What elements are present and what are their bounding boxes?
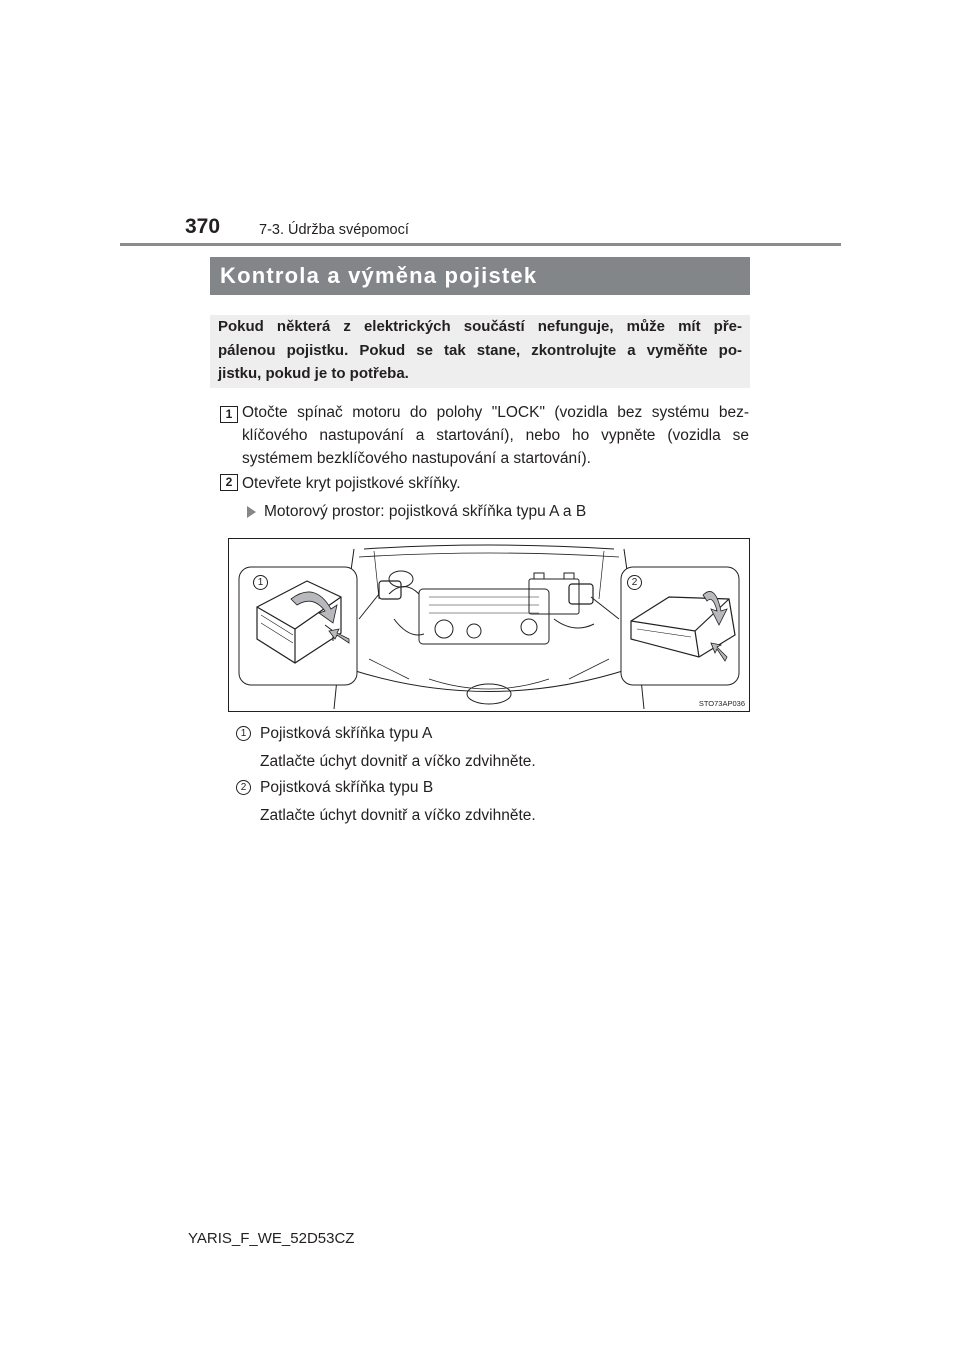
legend-title-1: Pojistková skříňka typu A <box>260 725 433 742</box>
intro-line: Pokud některá z elektrických součástí nefunguje, může mít pře- <box>218 318 742 335</box>
step-1-text <box>242 401 749 470</box>
document-code: YARIS_F_WE_52D53CZ <box>188 1230 355 1247</box>
callout-2: 2 <box>627 575 642 590</box>
step-line: Otočte spínač motoru do polohy "LOCK" (vozidla bez systému bez- <box>242 404 749 421</box>
section-title: 7-3. Údržba svépomocí <box>259 222 409 238</box>
header-divider <box>120 243 841 246</box>
step-badge-2: 2 <box>220 474 238 491</box>
intro-line: jistku, pokud je to potřeba. <box>218 365 409 382</box>
engine-bay-illustration <box>228 538 750 712</box>
step-line: Otevřete kryt pojistkové skříňky. <box>242 475 461 492</box>
legend-desc-1: Zatlačte úchyt dovnitř a víčko zdvihněte. <box>260 753 536 770</box>
legend-title-2: Pojistková skříňka typu B <box>260 779 434 796</box>
engine-bay-drawing <box>229 539 749 711</box>
page-title: Kontrola a výměna pojistek <box>210 257 750 295</box>
bullet-triangle-icon <box>247 506 256 518</box>
step-line: systémem bezklíčového nastupování a startování). <box>242 450 591 467</box>
callout-1: 1 <box>253 575 268 590</box>
step-line: klíčového nastupování a startování), nebo ho vypněte (vozidla se <box>242 427 749 444</box>
figure-code: STO73AP036 <box>698 699 745 708</box>
intro-box <box>210 315 750 388</box>
bullet-text: Motorový prostor: pojistková skříňka typu A a B <box>264 503 587 520</box>
legend-num-1: 1 <box>236 726 251 741</box>
intro-line: pálenou pojistku. Pokud se tak stane, zkontrolujte a vyměňte po- <box>218 341 742 359</box>
legend-num-2: 2 <box>236 780 251 795</box>
legend-desc-2: Zatlačte úchyt dovnitř a víčko zdvihněte. <box>260 807 536 824</box>
step-2-text <box>242 472 461 495</box>
step-badge-1: 1 <box>220 406 238 423</box>
page-number: 370 <box>185 215 221 238</box>
